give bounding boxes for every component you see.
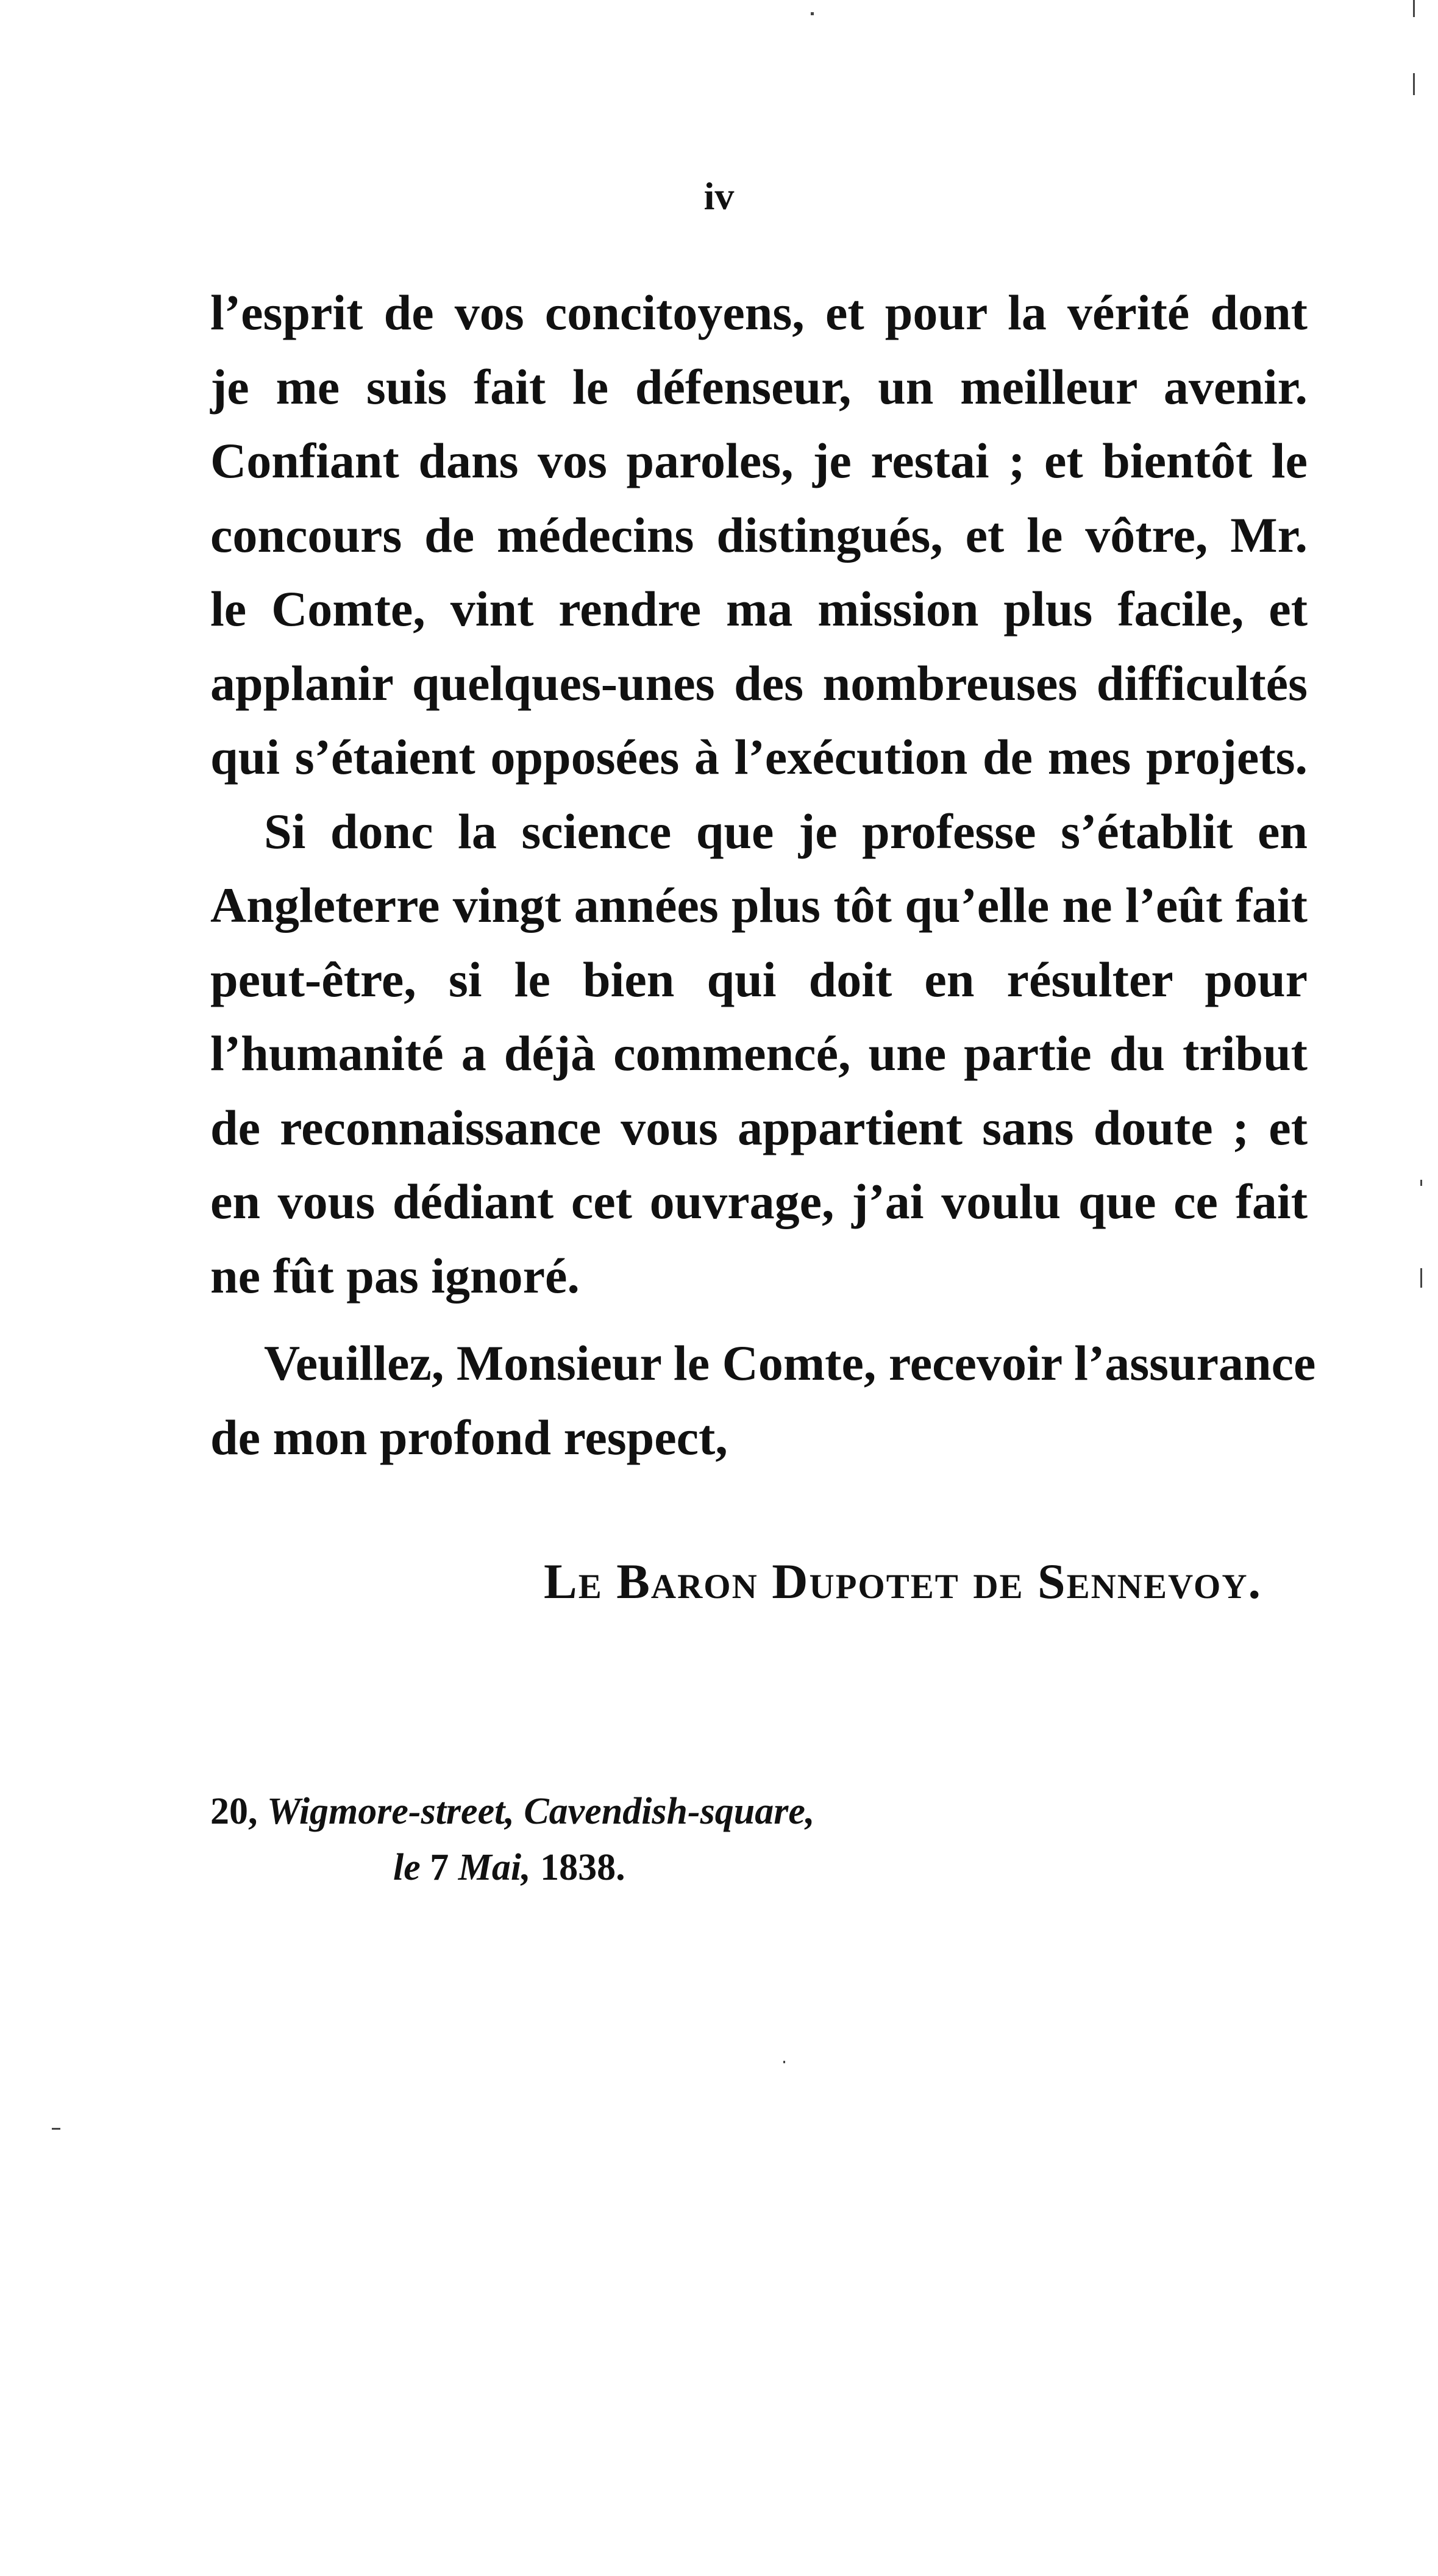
scan-mark bbox=[1413, 0, 1415, 17]
address-line-date bbox=[210, 1839, 814, 1896]
date-day: 7 bbox=[430, 1847, 449, 1888]
text-line: Angleterre vingt années plus tôt qu’elle ne l’eût fait bbox=[210, 877, 1308, 933]
text-line: l’humanité a déjà commencé, une partie du tribut bbox=[210, 1026, 1308, 1081]
date-year: 1838. bbox=[540, 1847, 625, 1888]
text-line: qui s’étaient opposées à l’exécution de mes projets. bbox=[210, 729, 1308, 785]
scan-mark bbox=[1413, 73, 1415, 95]
street-name: Wigmore-street, bbox=[267, 1791, 514, 1832]
scan-mark bbox=[1420, 1180, 1422, 1186]
square-name: Cavendish-square, bbox=[524, 1791, 815, 1832]
street-number: 20, bbox=[210, 1791, 258, 1832]
text-line: peut-être, si le bien qui doit en résulter pour bbox=[210, 951, 1308, 1007]
page-number: iv bbox=[703, 174, 735, 218]
scan-mark bbox=[1420, 1268, 1422, 1288]
text-line: Confiant dans vos paroles, je restai ; et bientôt le bbox=[210, 433, 1308, 488]
letter-body bbox=[210, 276, 1308, 1313]
text-line: concours de médecins distingués, et le vôtre, Mr. bbox=[210, 507, 1308, 563]
text-line: je me suis fait le défenseur, un meilleur avenir. bbox=[210, 359, 1308, 415]
date-month: Mai, bbox=[458, 1847, 531, 1888]
text-line: applanir quelques-unes des nombreuses difficultés bbox=[210, 655, 1308, 711]
text-line: le Comte, vint rendre ma mission plus facile, et bbox=[210, 581, 1308, 637]
address-line-street bbox=[210, 1783, 814, 1839]
scan-mark bbox=[783, 2061, 785, 2063]
text-line: ne fût pas ignoré. bbox=[210, 1247, 580, 1304]
signature: Le Baron Dupotet de Sennevoy. bbox=[544, 1554, 1262, 1609]
address-block bbox=[210, 1783, 814, 1896]
text-line: de mon profond respect, bbox=[210, 1409, 728, 1465]
text-line: Si donc la science que je professe s’établit en bbox=[264, 803, 1308, 859]
text-line: en vous dédiant cet ouvrage, j’ai voulu que ce fait bbox=[210, 1174, 1308, 1229]
scan-mark bbox=[52, 2128, 60, 2130]
text-line: de reconnaissance vous appartient sans doute ; et bbox=[210, 1099, 1308, 1155]
scan-mark bbox=[811, 12, 814, 15]
closing-salutation bbox=[210, 1326, 1316, 1474]
date-prefix: le bbox=[393, 1847, 421, 1888]
text-line: Veuillez, Monsieur le Comte, recevoir l’assurance bbox=[264, 1335, 1316, 1391]
text-line: l’esprit de vos concitoyens, et pour la vérité dont bbox=[210, 285, 1308, 340]
